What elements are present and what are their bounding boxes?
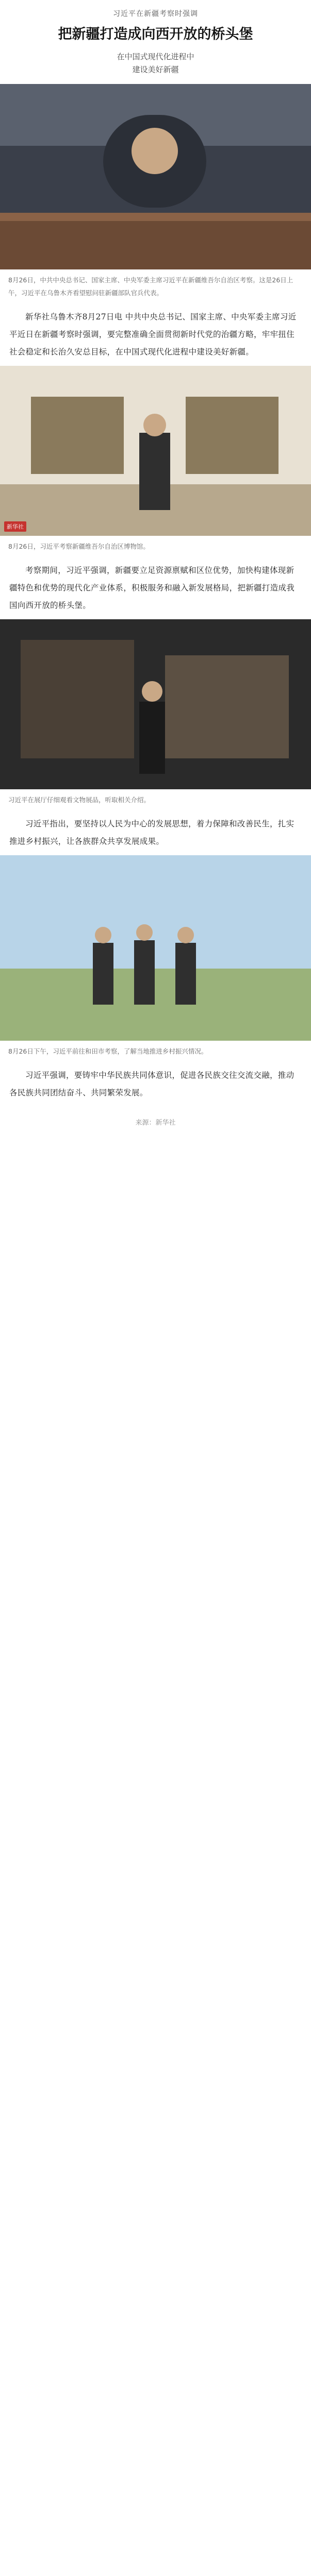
body-paragraph: 习近平强调，要铸牢中华民族共同体意识，促进各民族交往交流交融，推动各民族共同团结奋斗、共同繁荣发展。 <box>9 1070 294 1097</box>
photo-caption: 8月26日，习近平考察新疆维吾尔自治区博物馆。 <box>8 543 150 551</box>
article-subhead <box>0 45 311 84</box>
photo-village <box>0 855 311 1041</box>
body-paragraph: 考察期间，习近平强调，新疆要立足资源禀赋和区位优势，加快构建体现新疆特色和优势的现代化产业体系，积极服务和融入新发展格局，把新疆打造成我国向西开放的桥头堡。 <box>9 566 295 611</box>
article-footer: 来源：新华社 <box>135 1118 176 1127</box>
photo-exhibit <box>0 619 311 789</box>
subhead-line: 在中国式现代化进程中 <box>117 52 194 61</box>
body-paragraph: 新华社乌鲁木齐8月27日电 中共中央总书记、国家主席、中央军委主席习近平近日在新疆考察时强调，要完整准确全面贯彻新时代党的治疆方略，牢牢扭住社会稳定和长治久安总目标，在中国式现代化进程中建设美好新疆。 <box>9 312 297 357</box>
subhead-line: 建设美好新疆 <box>132 65 179 75</box>
photo-museum <box>0 366 311 536</box>
body-paragraph: 习近平指出，要坚持以人民为中心的发展思想，着力保障和改善民生，扎实推进乡村振兴，让各族群众共享发展成果。 <box>9 819 294 846</box>
photo-caption: 习近平在展厅仔细观看文物展品，听取相关介绍。 <box>8 796 151 804</box>
article-kicker: 习近平在新疆考察时强调 <box>113 10 198 18</box>
article-headline: 把新疆打造成向西开放的桥头堡 <box>58 26 253 42</box>
photo-meeting <box>0 84 311 269</box>
photo-caption: 8月26日下午，习近平前往和田市考察，了解当地推进乡村振兴情况。 <box>8 1047 208 1056</box>
photo-caption: 8月26日，中共中央总书记、国家主席、中央军委主席习近平在新疆维吾尔自治区考察。这是26日上午，习近平在乌鲁木齐看望慰问驻新疆部队官兵代表。 <box>8 276 293 297</box>
photo-museum-wrap <box>0 366 311 536</box>
photo-source-badge: 新华社 <box>4 521 26 532</box>
article <box>0 0 311 1142</box>
